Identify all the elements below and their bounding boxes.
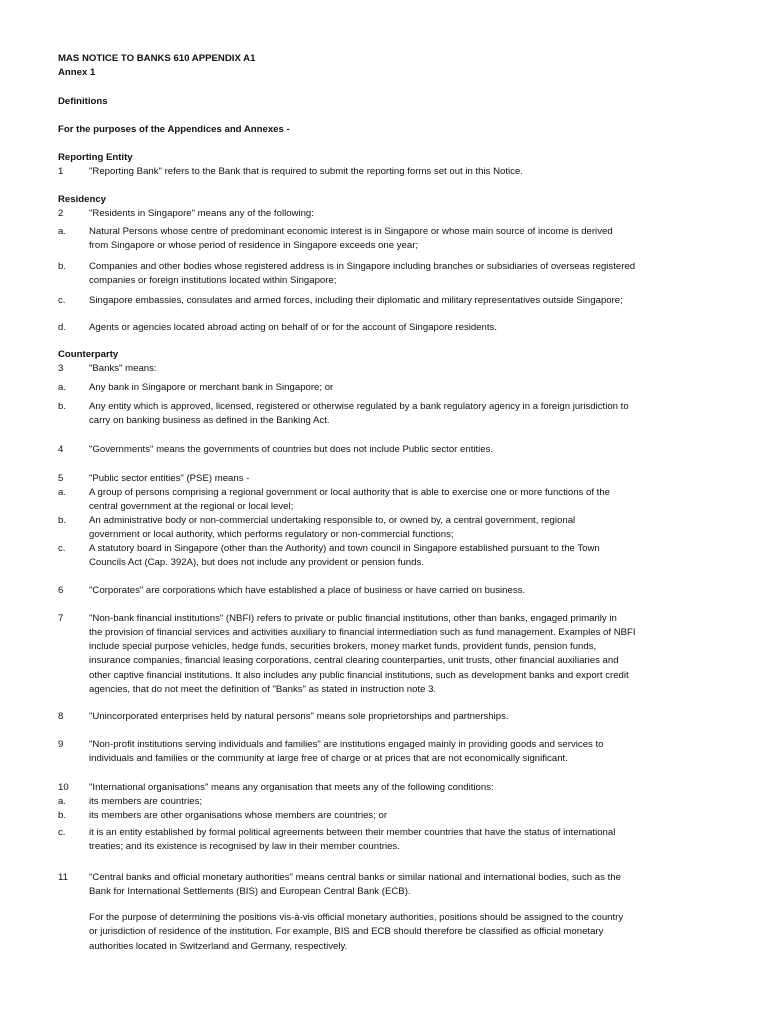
nbfi-line6: agencies, that do not meet the definition of "Banks" as stated in instruction note 3.: [89, 684, 437, 695]
nbfi-line1: "Non-bank financial institutions" (NBFI) refers to private or public financial institutions, other than banks, engaged primarily in: [89, 613, 617, 624]
intl-item-b: its members are other organisations whose members are countries; or: [89, 810, 388, 821]
pse-item-a-line2: central government at the regional or local level;: [89, 501, 294, 512]
central-banks-line2: Bank for International Settlements (BIS) and European Central Bank (ECB).: [89, 886, 411, 897]
definition-governments: "Governments" means the governments of countries but does not include Public sector entities.: [89, 444, 494, 455]
item-number: 7: [58, 613, 64, 624]
document-title: MAS NOTICE TO BANKS 610 APPENDIX A1: [58, 53, 256, 64]
item-number: 1: [58, 166, 64, 177]
intl-item-a: its members are countries;: [89, 796, 203, 807]
monetary-note-line1: For the purpose of determining the positions vis-à-vis official monetary authorities, positions should be assigned to the country: [89, 912, 624, 923]
reporting-entity-heading: Reporting Entity: [58, 152, 133, 163]
item-number: 4: [58, 444, 64, 455]
intl-item-c-line1: it is an entity established by formal political agreements between their member countries that have the status of international: [89, 827, 616, 838]
sub-item-label: a.: [58, 226, 67, 237]
item-number: 9: [58, 739, 64, 750]
definition-banks: "Banks" means:: [89, 363, 157, 374]
sub-item-label: b.: [58, 515, 67, 526]
nbfi-line5: other captive financial institutions. It also includes any public financial institutions, such as development banks and export credit: [89, 670, 629, 681]
definition-residents: "Residents in Singapore" means any of the following:: [89, 208, 314, 219]
residency-item-b-line1: Companies and other bodies whose registered address is in Singapore including branches or subsidiaries of overseas registered: [89, 261, 636, 272]
monetary-note-line3: authorities located in Switzerland and Germany, respectively.: [89, 941, 348, 952]
item-number: 8: [58, 711, 64, 722]
definition-international-orgs: "International organisations" means any organisation that meets any of the following conditions:: [89, 782, 494, 793]
definition-pse: "Public sector entities" (PSE) means -: [89, 473, 250, 484]
sub-item-label: d.: [58, 322, 67, 333]
banks-item-b-line2: carry on banking business as defined in the Banking Act.: [89, 415, 330, 426]
residency-heading: Residency: [58, 194, 106, 205]
definition-unincorporated: "Unincorporated enterprises held by natural persons" means sole proprietorships and partnerships.: [89, 711, 509, 722]
pse-item-c-line2: Councils Act (Cap. 392A), but does not include any provident or pension funds.: [89, 557, 424, 568]
residency-item-a-line1: Natural Persons whose centre of predominant economic interest is in Singapore or whose main source of income is derived: [89, 226, 613, 237]
sub-item-label: b.: [58, 810, 67, 821]
nbfi-line2: the provision of financial services and activities auxiliary to financial intermediation such as fund management. Examples of NBFI: [89, 627, 636, 638]
definition-corporates: "Corporates" are corporations which have established a place of business or have carried on business.: [89, 585, 526, 596]
pse-item-c-line1: A statutory board in Singapore (other than the Authority) and town council in Singapore established pursuant to the Town: [89, 543, 600, 554]
nbfi-line3: include special purpose vehicles, hedge funds, securities brokers, money market funds, provident funds, pension funds,: [89, 641, 597, 652]
sub-item-label: b.: [58, 401, 67, 412]
sub-item-label: c.: [58, 543, 66, 554]
item-number: 2: [58, 208, 64, 219]
residency-item-c-line1: Singapore embassies, consulates and armed forces, including their diplomatic and military representatives outside Singapore;: [89, 295, 623, 306]
annex-label: Annex 1: [58, 67, 96, 78]
definition-reporting-bank: "Reporting Bank" refers to the Bank that is required to submit the reporting forms set out in this Notice.: [89, 166, 523, 177]
npish-line2: individuals and families or the community at large free of charge or at prices that are not economically significant.: [89, 753, 568, 764]
banks-item-b-line1: Any entity which is approved, licensed, registered or otherwise regulated by a bank regulatory agency in a foreign jurisdiction to: [89, 401, 629, 412]
sub-item-label: a.: [58, 796, 67, 807]
monetary-note-line2: or jurisdiction of residence of the institution. For example, BIS and ECB should therefore be classified as official monetary: [89, 926, 604, 937]
intl-item-c-line2: treaties; and its existence is recognised by law in their member countries.: [89, 841, 400, 852]
pse-item-b-line1: An administrative body or non-commercial undertaking responsible to, or owned by, a central government, regional: [89, 515, 576, 526]
pse-item-a-line1: A group of persons comprising a regional government or local authority that is able to exercise one or more functions of the: [89, 487, 611, 498]
sub-item-label: a.: [58, 382, 67, 393]
nbfi-line4: insurance companies, financial leasing corporations, central clearing counterparties, unit trusts, other financial auxiliaries and: [89, 655, 619, 666]
item-number: 6: [58, 585, 64, 596]
sub-item-label: a.: [58, 487, 67, 498]
sub-item-label: c.: [58, 295, 66, 306]
sub-item-label: b.: [58, 261, 67, 272]
counterparty-heading: Counterparty: [58, 349, 119, 360]
pse-item-b-line2: government or local authority, which performs regulatory or non-commercial functions;: [89, 529, 454, 540]
definitions-heading: Definitions: [58, 96, 108, 107]
residency-item-a-line2: from Singapore or whose period of residence in Singapore exceeds one year;: [89, 240, 419, 251]
item-number: 10: [58, 782, 69, 793]
item-number: 3: [58, 363, 64, 374]
banks-item-a-line1: Any bank in Singapore or merchant bank in Singapore; or: [89, 382, 334, 393]
sub-item-label: c.: [58, 827, 66, 838]
item-number: 11: [58, 872, 68, 883]
residency-item-b-line2: companies or foreign institutions located within Singapore;: [89, 275, 337, 286]
residency-item-d-line1: Agents or agencies located abroad acting on behalf of or for the account of Singapore residents.: [89, 322, 498, 333]
central-banks-line1: "Central banks and official monetary authorities" means central banks or similar national and international bodies, such as the: [89, 872, 621, 883]
item-number: 5: [58, 473, 64, 484]
npish-line1: "Non-profit institutions serving individuals and families" are institutions engaged mainly in providing goods and services to: [89, 739, 604, 750]
purposes-heading: For the purposes of the Appendices and Annexes -: [58, 124, 290, 135]
